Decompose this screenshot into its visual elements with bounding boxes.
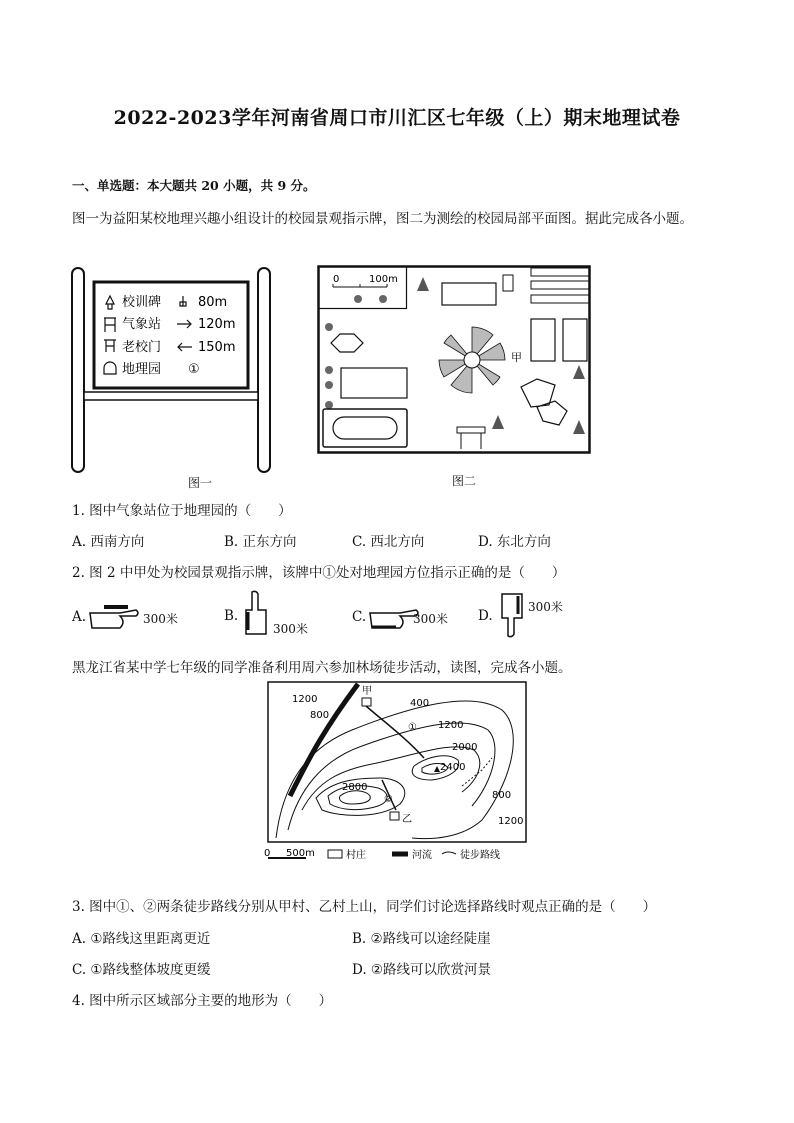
map-scale-zero: 0	[264, 848, 271, 859]
sign-row-3-distance: 150m	[198, 340, 236, 355]
pointing-down-hand-icon	[496, 592, 528, 640]
contour-label-5: 2000	[452, 742, 478, 753]
village-icon-b	[390, 812, 399, 820]
sign-row-3-place: 老校门	[122, 340, 162, 355]
pointing-up-hand-icon	[240, 590, 272, 638]
figure-1-signboard	[70, 262, 282, 474]
sign-row-4-place: 地理园	[122, 362, 162, 377]
question-2-option-a-distance: 300米	[143, 612, 178, 626]
pointing-right-hand-icon	[88, 601, 140, 631]
contour-label-6: 2400	[440, 762, 466, 773]
village-a-label: 甲	[362, 686, 372, 697]
sign-row-1-place: 校训碑	[122, 295, 162, 310]
question-3-stem: 3. 图中①、②两条徒步路线分别从甲村、乙村上山，同学们讨论选择路线时观点正确的是（ ）	[72, 899, 657, 915]
question-1-option-a[interactable]: A. 西南方向	[72, 534, 145, 550]
question-2-option-b-distance: 300米	[273, 622, 308, 636]
marker-jia: 甲	[511, 351, 522, 364]
question-2-option-d-letter[interactable]: D.	[478, 608, 493, 624]
contour-map	[262, 680, 532, 866]
village-b-label: 乙	[402, 814, 412, 825]
sign-row-4-distance: ①	[188, 362, 200, 377]
contour-label-1: 1200	[292, 694, 318, 705]
question-3-option-d[interactable]: D. ②路线可以欣赏河景	[352, 962, 492, 978]
figure-2-caption: 图二	[452, 474, 477, 488]
question-2-option-c-letter[interactable]: C.	[352, 609, 367, 625]
contour-label-3: 400	[410, 698, 430, 709]
section-heading: 一、单选题：本大题共 20 小题，共 9 分。	[72, 178, 316, 193]
question-1-stem: 1. 图中气象站位于地理园的（ ）	[72, 503, 292, 519]
page-title: 2022-2023学年河南省周口市川汇区七年级（上）期末地理试卷	[113, 107, 681, 129]
question-1-option-b[interactable]: B. 正东方向	[224, 534, 297, 550]
route-1-label: ①	[408, 722, 417, 733]
question-3-option-a[interactable]: A. ①路线这里距离更近	[72, 931, 211, 947]
village-icon-a	[362, 698, 371, 706]
legend-route: 徒步路线	[460, 850, 500, 861]
scale-zero: 0	[333, 274, 340, 285]
contour-label-4: 1200	[438, 720, 464, 731]
sign-row-1-distance: 80m	[198, 295, 228, 310]
legend-village: 村庄	[346, 850, 366, 861]
question-4-stem: 4. 图中所示区域部分主要的地形为（ ）	[72, 993, 333, 1009]
figure-2-campus-plan	[317, 265, 592, 455]
question-3-option-c[interactable]: C. ①路线整体坡度更缓	[72, 962, 211, 978]
question-2-option-d-distance: 300米	[528, 600, 563, 614]
intro-paragraph-1: 图一为益阳某校地理兴趣小组设计的校园景观指示牌，图二为测绘的校园局部平面图。据此完成各小题。	[72, 211, 693, 227]
question-3-option-b[interactable]: B. ②路线可以途经陡崖	[352, 931, 491, 947]
question-1-option-d[interactable]: D. 东北方向	[478, 534, 551, 550]
question-1-option-c[interactable]: C. 西北方向	[352, 534, 425, 550]
scale-label: 100m	[369, 274, 398, 285]
contour-label-8: 800	[492, 790, 512, 801]
question-2-option-c-distance: 300米	[413, 612, 448, 626]
contour-label-7: 2800	[342, 782, 368, 793]
legend-route-icon	[442, 852, 456, 854]
route-2-label: ②	[384, 794, 393, 805]
sign-row-2-place: 气象站	[122, 317, 162, 332]
sign-row-2-distance: 120m	[198, 317, 236, 332]
question-2-stem: 2. 图 2 中甲处为校园景观指示牌，该牌中①处对地理园方位指示正确的是（ ）	[72, 565, 566, 581]
figure-1-caption: 图一	[188, 476, 213, 490]
contour-label-9: 1200	[498, 816, 524, 827]
intro-paragraph-2: 黑龙江省某中学七年级的同学准备利用周六参加林场徒步活动，读图，完成各小题。	[72, 660, 572, 676]
legend-river: 河流	[412, 850, 432, 861]
question-2-option-a-letter[interactable]: A.	[72, 609, 87, 625]
question-2-option-b-letter[interactable]: B.	[224, 608, 239, 624]
map-scale-label: 500m	[286, 848, 315, 859]
legend-village-icon	[328, 850, 342, 858]
contour-label-2: 800	[310, 710, 330, 721]
